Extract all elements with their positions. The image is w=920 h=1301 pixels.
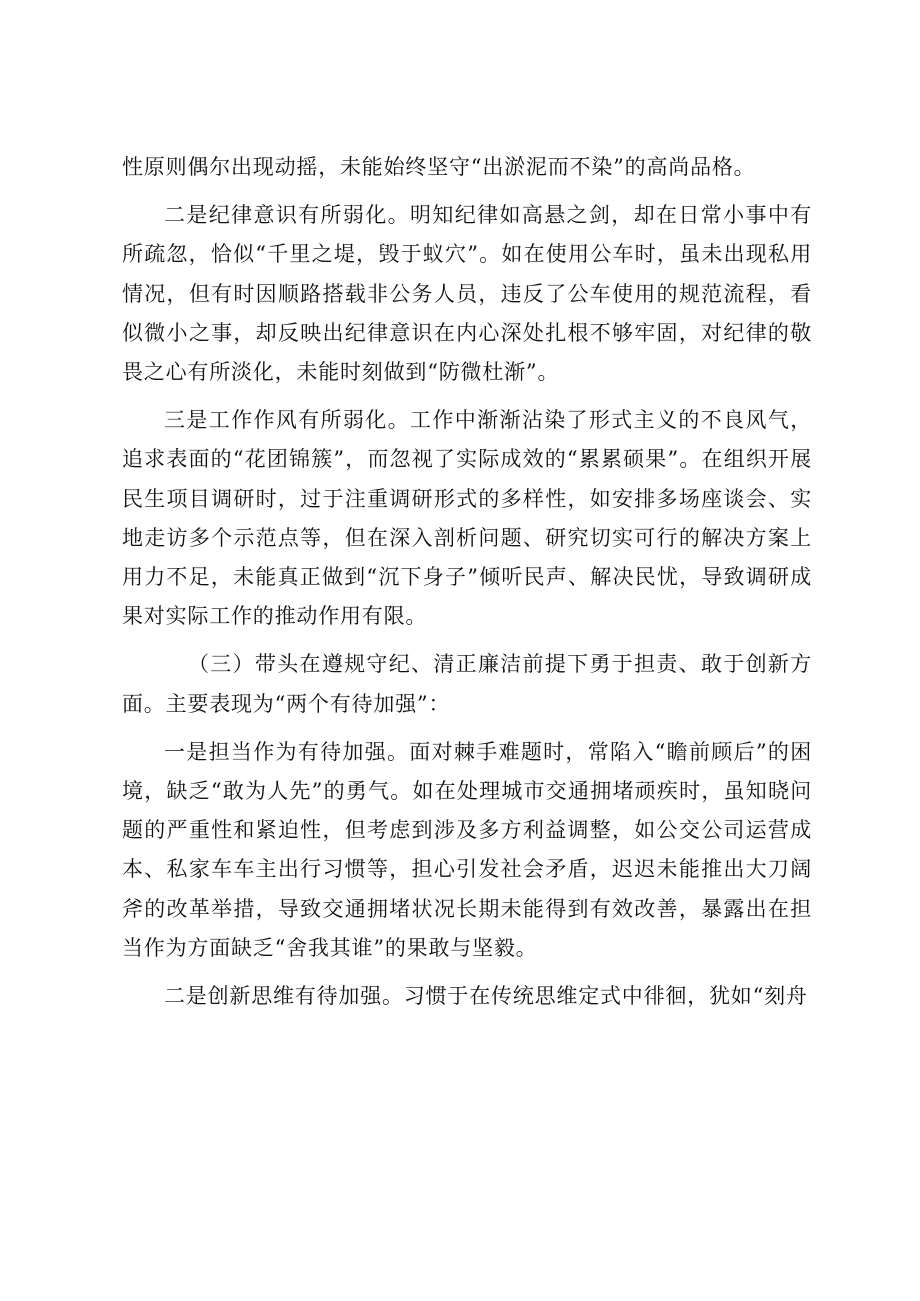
paragraph-5: 二是创新思维有待加强。习惯于在传统思维定式中徘徊，犹如“刻舟 xyxy=(164,984,808,1009)
paragraph-3: 三是工作作风有所弱化。工作中渐渐沾染了形式主义的不良风气，追求表面的“花团锦簇”，而忽视了实际成效的“累累硕果”。在组织开展民生项目调研时，过于注重调研形式的多样性，如安排多场座谈会、实地走访多个示范点等，但在深入剖析问题、研究切实可行的解决方案上用力不足，未能真正做到“沉下身子”倾听民声、解决民忧，导致调研成果对实际工作的推动作用有限。 xyxy=(122,408,812,629)
paragraph-4: 一是担当作为有待加强。面对棘手难题时，常陷入“瞻前顾后”的困境，缺乏“敢为人先”的勇气。如在处理城市交通拥堵顽疾时，虽知晓问题的严重性和紧迫性，但考虑到涉及多方利益调整，如公交公司运营成本、私家车车主出行习惯等，担心引发社会矛盾，迟迟未能推出大刀阔斧的改革举措，导致交通拥堵状况长期未能得到有效改善，暴露出在担当作为方面缺乏“舍我其谁”的果敢与坚毅。 xyxy=(122,739,812,960)
paragraph-2: 二是纪律意识有所弱化。明知纪律如高悬之剑，却在日常小事中有所疏忽，恰似“千里之堤，毁于蚁穴”。如在使用公车时，虽未出现私用情况，但有时因顺路搭载非公务人员，违反了公车使用的规范流程，看似微小之事，却反映出纪律意识在内心深处扎根不够牢固，对纪律的敬畏之心有所淡化，未能时刻做到“防微杜渐”。 xyxy=(122,203,812,385)
section-heading: （三）带头在遵规守纪、清正廉洁前提下勇于担责、敢于创新方面。主要表现为“两个有待加强”： xyxy=(122,652,812,716)
document-body xyxy=(122,148,812,1025)
paragraph-1: 性原则偶尔出现动摇，未能始终坚守“出淤泥而不染”的高尚品格。 xyxy=(122,155,756,179)
